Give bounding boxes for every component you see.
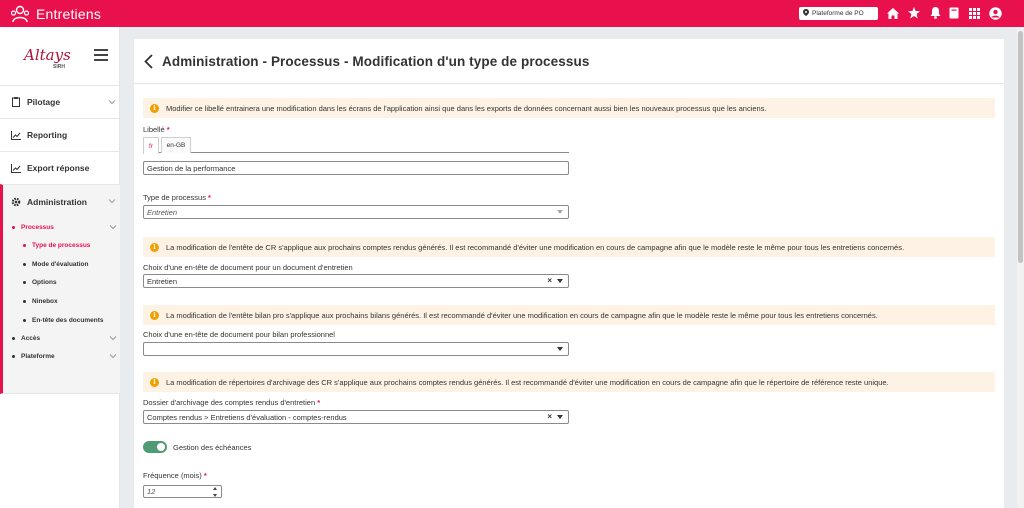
caret-down-icon[interactable] [557,347,563,351]
sidebar-sub-label: Options [32,278,57,286]
info-alert [143,237,995,257]
libelle-input[interactable] [143,161,569,175]
dossier-value: Comptes rendus > Entretiens d'évaluation - comptes-rendus [147,412,347,422]
alert-text: La modification de l'entête de CR s'applique aux prochains comptes rendus générés. Il est recommandé d'éviter une modification en cours de campagne afin que le modèle reste le même pour tous les entretiens concernés. [166,242,905,252]
page-title: Administration - Processus - Modification d'un type de processus [162,53,590,69]
book-icon[interactable] [947,6,961,20]
sidebar [0,27,120,508]
bell-icon[interactable] [928,6,942,20]
back-chevron-icon[interactable] [141,52,155,70]
top-bar [0,0,1024,27]
sidebar-sub-entete-documents[interactable] [3,312,120,328]
altays-logo[interactable] [22,43,72,73]
sidebar-sub-label: Accès [21,334,41,342]
sidebar-sub-acces[interactable] [3,330,120,346]
sidebar-item-export-reponse[interactable] [0,151,120,184]
info-icon: i [150,378,159,387]
entete-doc-value: Entretien [147,276,178,286]
logo-text: Altays [24,46,71,64]
platform-selector[interactable] [799,7,878,20]
chart-icon [11,163,21,173]
gestion-echeances-label: Gestion des échéances [173,443,252,452]
chevron-down-icon [109,223,117,231]
sidebar-sub-options[interactable] [3,274,120,290]
users-icon [9,4,31,24]
entete-doc-select[interactable] [143,274,569,288]
tab-fr[interactable]: fr [143,137,159,154]
sidebar-sub-processus[interactable] [3,219,120,235]
user-icon[interactable] [988,6,1002,20]
sidebar-sub-label: Ninebox [32,297,58,305]
info-alert [143,305,995,325]
caret-down-icon[interactable] [557,415,563,419]
sidebar-sub-label: En-tête des documents [32,316,104,324]
libelle-value: Gestion de la performance [147,163,236,173]
info-icon: i [150,311,159,320]
info-icon: i [150,243,159,252]
sidebar-item-label: Pilotage [27,97,61,107]
frequence-placeholder: 12 [147,487,156,496]
chevron-down-icon [108,197,116,205]
info-alert [143,98,995,118]
chevron-down-icon [108,98,116,106]
sidebar-sub-mode-evaluation[interactable] [3,256,120,272]
type-processus-select[interactable] [143,205,569,219]
sidebar-item-pilotage[interactable] [0,85,120,118]
sidebar-item-reporting[interactable] [0,118,120,151]
sidebar-sub-label: Mode d'évaluation [32,260,89,268]
frequence-input[interactable] [143,485,222,498]
clear-icon[interactable]: × [547,276,552,285]
page-scrollbar[interactable] [1017,27,1024,508]
page-header [134,39,1004,84]
sidebar-item-label: Administration [27,196,87,207]
dossier-select[interactable] [143,410,569,424]
type-processus-label: Type de processus * [143,193,211,202]
entete-bilan-select[interactable] [143,342,569,356]
gear-icon [11,197,21,207]
sidebar-item-label: Reporting [27,130,68,140]
map-pin-icon [803,9,809,18]
sidebar-item-label: Export réponse [27,163,90,173]
chart-icon [11,130,21,140]
entete-doc-label: Choix d'une en-tête de document pour un document d'entretien [143,263,353,272]
sidebar-sub-ninebox[interactable] [3,293,120,309]
platform-label: Plateforme de PO [812,10,864,17]
chevron-down-icon [109,352,117,360]
alert-text: La modification de l'entête bilan pro s'applique aux prochains bilans générés. Il est recommandé d'éviter une modification en cours de campagne afin que le modèle reste le même pour tous les entretiens concernés. [166,310,878,320]
type-processus-placeholder: Entretien [147,207,178,217]
sidebar-sub-label: Plateforme [21,352,55,360]
info-icon: i [150,104,159,113]
info-alert [143,372,995,392]
main-panel [134,39,1004,508]
libelle-label: Libellé * [143,125,170,134]
alert-text: La modification de répertoires d'archivage des CR s'applique aux prochains comptes rendus générés. Il est recommandé d'éviter une modification en cours de campagne afin que le répertoire de référence reste unique. [166,377,889,387]
logo-sub: SIRH [53,64,65,70]
sidebar-sub-plateforme[interactable] [3,348,120,364]
sidebar-item-administration[interactable] [0,185,120,218]
sidebar-admin-section [0,184,120,394]
tab-en-gb[interactable]: en-GB [161,137,191,153]
sidebar-sub-label: Type de processus [32,241,91,249]
frequence-label: Fréquence (mois) * [143,471,207,480]
spinner-arrows-icon[interactable] [212,487,218,497]
hamburger-menu-icon[interactable] [94,49,108,61]
dossier-label: Dossier d'archivage des comptes rendus d'entretien * [143,398,321,407]
clipboard-icon [11,97,21,107]
alert-text: Modifier ce libellé entrainera une modification dans les écrans de l'application ainsi que dans les exports de données concernant aussi bien les nouveaux processus que les anciens. [166,103,767,113]
app-title: Entretiens [36,5,102,22]
caret-down-icon [557,210,563,214]
gestion-echeances-toggle[interactable] [143,441,167,453]
chevron-down-icon [109,334,117,342]
sidebar-sub-type-de-processus[interactable] [3,237,120,253]
sidebar-sub-label: Processus [21,223,54,231]
apps-grid-icon[interactable] [967,6,981,20]
home-icon[interactable] [886,6,900,20]
clear-icon[interactable]: × [547,412,552,421]
star-icon[interactable] [907,6,921,20]
language-tabs [143,137,569,153]
entete-bilan-label: Choix d'une en-tête de document pour bilan professionnel [143,330,335,339]
caret-down-icon[interactable] [557,279,563,283]
